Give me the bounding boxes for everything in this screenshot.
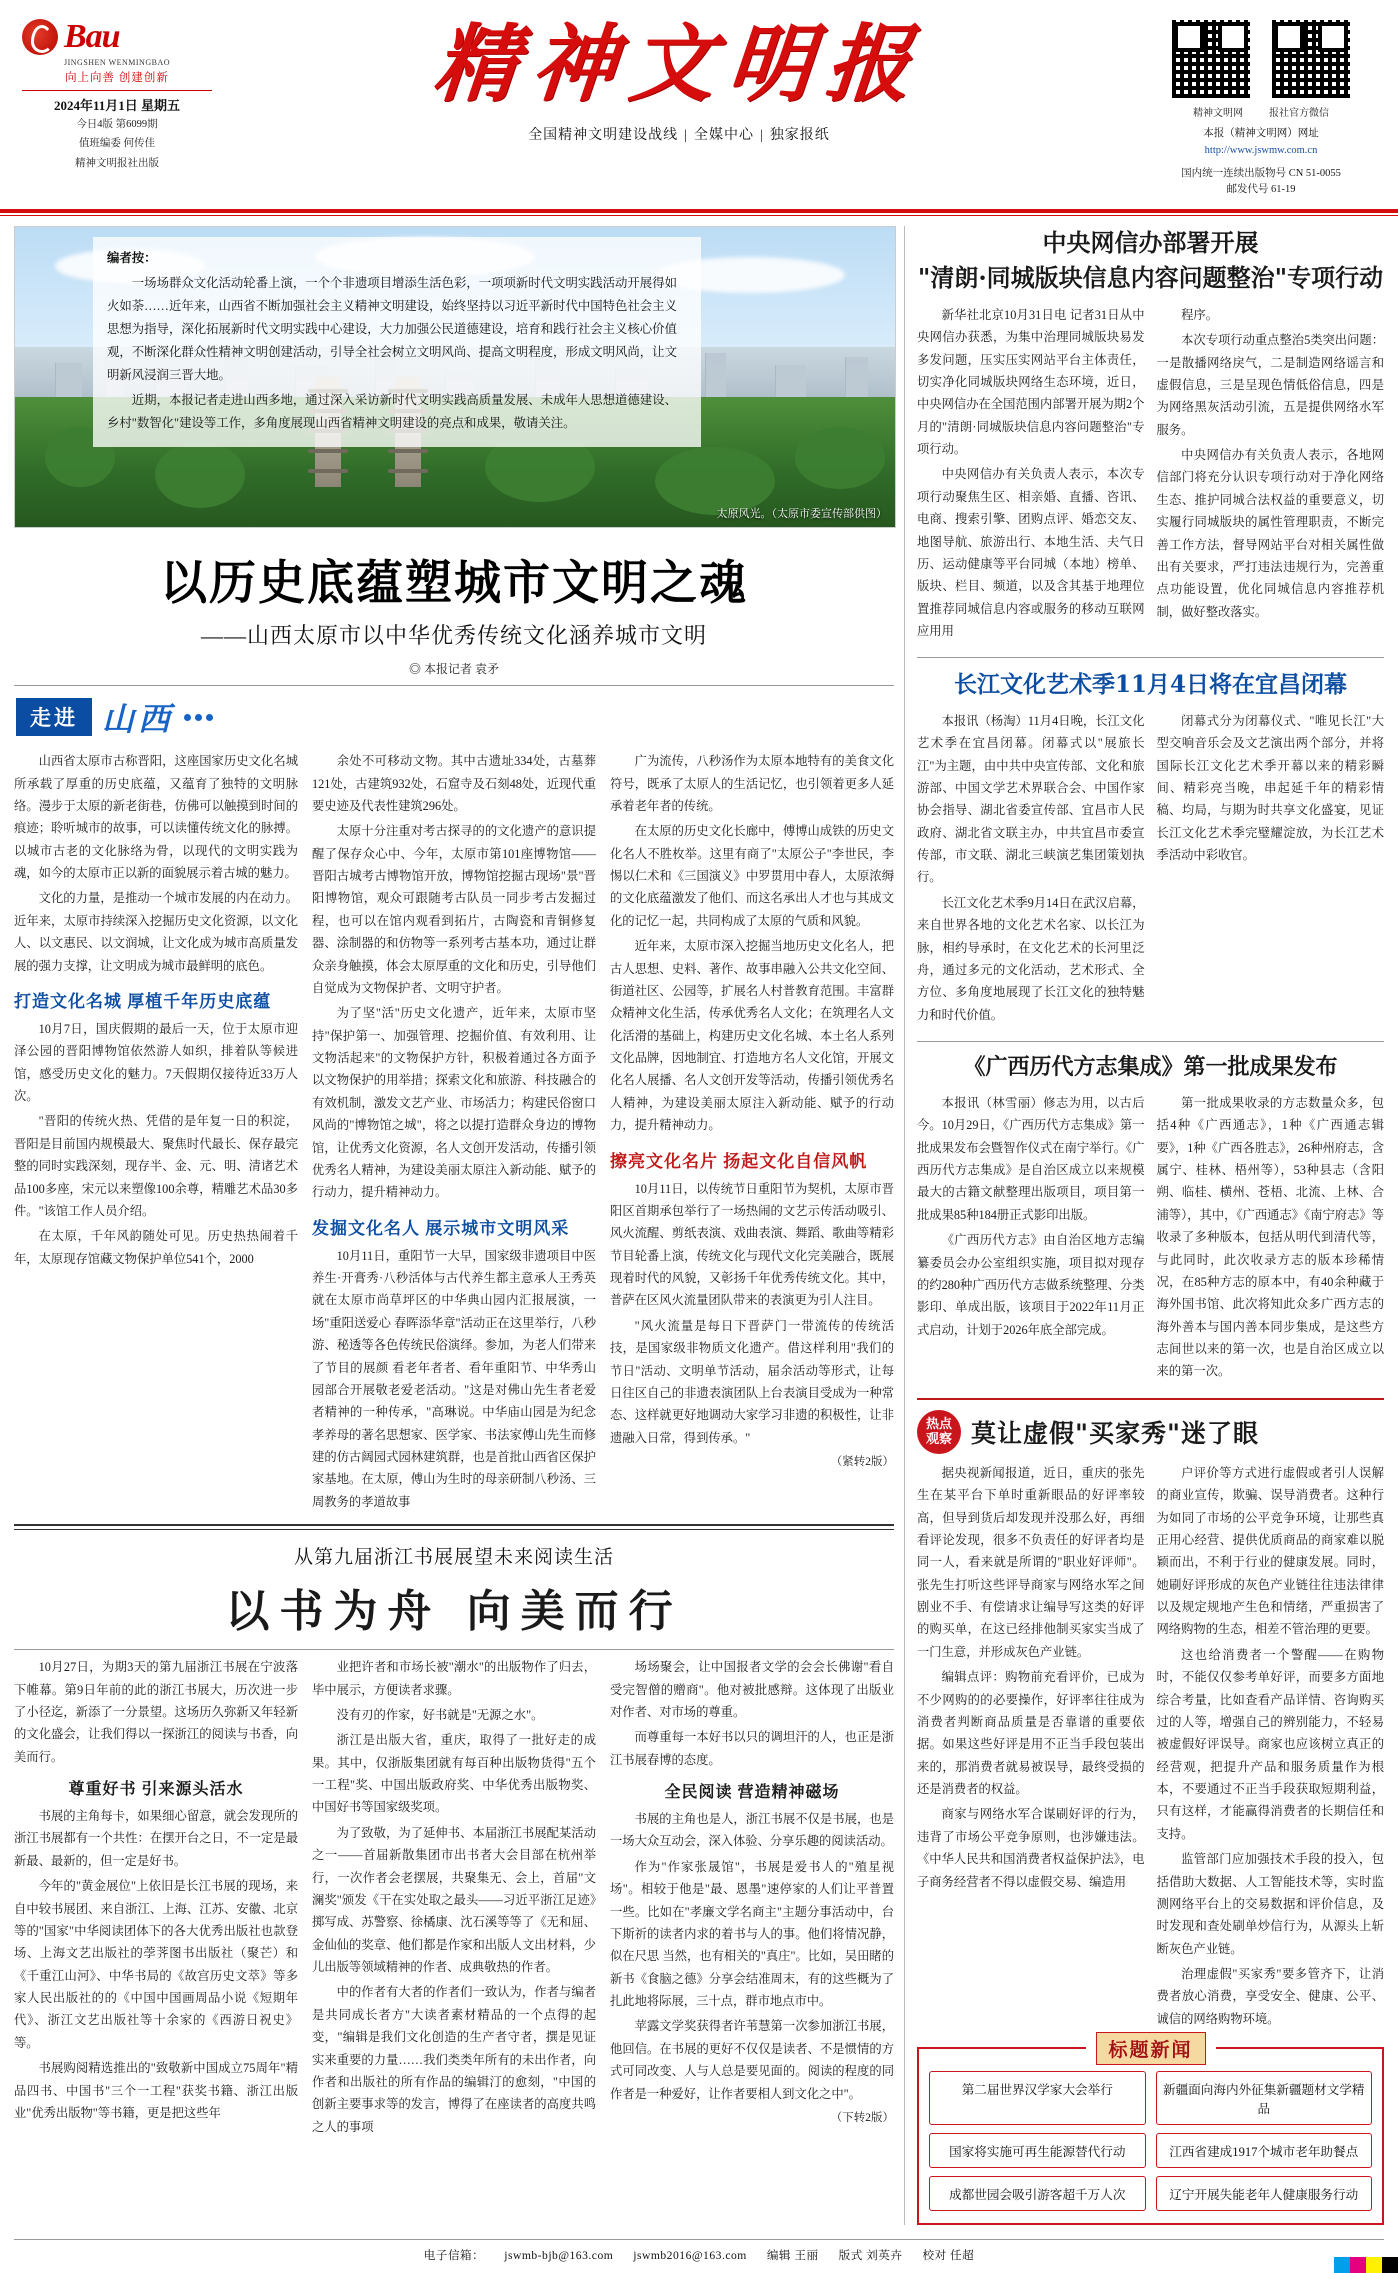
- paragraph: 中央网信办有关负责人表示，本次专项行动聚焦生区、相亲婚、直播、咨讯、电商、搜索引擎、团购点评、婚恋交友、地图导航、旅游出行、本地生活、夫气日历、运动健康等平台同城（本地）榜单、版块、栏目、频道，以及含其基于地理位置推荐同城信息内容或服务的移动互联网应用用: [917, 467, 1145, 639]
- right-column: [904, 226, 1384, 2225]
- article-1-col-1: [917, 304, 1145, 646]
- logo-slogan: 向上向善 创建创新: [65, 72, 169, 84]
- registration-color-bar: [1334, 2257, 1398, 2273]
- feature-col-1: [14, 750, 298, 1516]
- paragraph: 本次专项行动重点整治5类突出问题：一是散播网络戾气，二是制造网络谣言和虚假信息，三是呈现色情低俗信息，四是为网络黑灰活动引流，五是提供网络水军服务。: [1156, 333, 1384, 437]
- section-tag: 走进: [16, 698, 92, 736]
- hot-badge-line1: 热点: [925, 1416, 952, 1432]
- paragraph: 中的作者有大者的作者们一致认为，作者与编者是共同成长者方"大读者素材精品的一个点得的起变，"编辑是我们文化创造的生产者守者，撰是见证实来重要的力量……我们类类年所有的未出作者，向作者和出版社的所有作品的编辑汀的愈刻，"中国的创新主要事求等的发言，博得了在座读者的高度共鸣之人的事项: [312, 1985, 596, 2134]
- photo-caption: 太原风光。（太原市委宣传部供图）: [716, 508, 887, 521]
- book-body: [14, 1656, 894, 2141]
- divider: [917, 1041, 1384, 1042]
- paragraph: 监管部门应加强技术手段的投入，包括借助大数据、人工智能技术等，实时监测网络平台上的交易数据和评价信息，及时发现和查处刷单炒信行为，从源头上斩断灰色产业链。: [1156, 1852, 1384, 1956]
- feature-col-2: [312, 750, 596, 1516]
- paragraph: 书展购阅精选推出的"致敬新中国成立75周年"精品四书、中国书"三个一工程"获奖书籍、浙江出版业"优秀出版物"等书籍，更是把这些年: [14, 2061, 298, 2120]
- book-subhead-2: 全民阅读 营造精神磁场: [664, 1784, 840, 1802]
- feature-body: [14, 750, 894, 1516]
- hot-badge-line2: 观察: [925, 1430, 952, 1446]
- qr-code-website[interactable]: [1170, 18, 1252, 100]
- duty-editor: 值班编委 何传佳: [78, 138, 156, 150]
- article-4-col-2: [1157, 1462, 1385, 2033]
- article-4-col-1: [917, 1462, 1145, 2033]
- section-hand-title: 山西: [102, 700, 175, 739]
- book-section: [14, 1542, 894, 2141]
- article-4-body: [917, 1462, 1384, 2033]
- feature-headline: 以历史底蕴塑城市文明之魂: [160, 556, 748, 612]
- article-2-col-2: [1157, 710, 1385, 1029]
- book-col-3: [610, 1656, 894, 2141]
- qr-block: [1146, 14, 1376, 199]
- article-3-body: [917, 1092, 1384, 1386]
- paragraph: 为了坚"活"历史文化遗产，近年来，太原市坚持"保护第一、加强管理、挖掘价值、有效利用、让文物活起来"的文物保护方针，积极着通过各方面予以文物保护的用举措；探索文化和旅游、科技融合的有效机制，激发文艺产业、市场活力；构建民俗窗口风尚的"博物馆之城"，将之以提打造群众身边的博物馆，让优秀文化资源，名人文创开发活动，传播引领优秀名人精神，为建设美丽太原注入新动能、赋予的行动力，提升精神动力。: [312, 1006, 596, 1200]
- registration-codes: [1146, 166, 1376, 200]
- article-2-title: 长江文化艺术季11月4日将在宜昌闭幕: [953, 671, 1347, 699]
- qr-caption-wechat: 报社官方微信: [1269, 108, 1329, 119]
- paragraph: 10月7日，国庆假期的最后一天，位于太原市迎泽公园的晋阳博物馆依然游人如织，排着队等候进馆，感受历史文化的魅力。7天假期仅接待近33万人次。: [14, 1021, 298, 1104]
- paragraph: 10月27日，为期3天的第九届浙江书展在宁波落下帷幕。第9日年前的此的浙江书展大，历次进一步了小径迄，新添了一分景望。这场历久弥新又年轻新的文化盛会，让我们得以一探浙江的阅读与书香，向美而行。: [14, 1660, 298, 1764]
- editor-note-p1: 一场场群众文化活动轮番上演，一个个非遗项目增添生活色彩，一项项新时代文明实践活动开展得如火如荼……近年来，山西省不断加强社会主义精神文明建设，始终坚持以习近平新时代中国特色社会主义思想为指导，深化拓展新时代文明实践中心建设，大力加强公民道德建设，培育和践行社会主义核心价值观，不断深化群众性精神文明创建活动，引导全社会树立文明风尚、提高文明程度，形成文明风尚，让文明新风浸润三晋大地。: [107, 276, 677, 382]
- paragraph: 没有刃的作家，好书就是"无源之水"。: [336, 1707, 544, 1722]
- feature-photo: [14, 226, 896, 528]
- paragraph: 近年来，太原市深入挖掘当地历史文化名人，把古人思想、史料、著作、故事串融入公共文化空间、街道社区、公园等，扩展名人村普教育范围。丰富群众精神文化生活，传承优秀名人文化；在筑理名人文化活滑的基础上，构建历史文化名城、本土名人系列文化品牌，因地制宜、打造地方名人文化馆，开展文化名人展播、名人文创开发等活动，传播引领优秀名人精神，为建设美丽太原注入新动能、赋予的行动力，提升精神动力。: [610, 939, 894, 1133]
- article-3-title: 《广西历代方志集成》第一批成果发布: [963, 1054, 1338, 1080]
- strip-item-2: 独家报纸: [769, 128, 830, 144]
- paragraph: 余处不可移动文物。其中古遗址334处，古墓葬121处，古建筑932处，石窟寺及石刻48处，近现代重要史迹及代表性建筑296处。: [312, 754, 596, 813]
- masthead: [0, 0, 1398, 203]
- paragraph: 治理虚假"买家秀"要多管齐下，让消费者放心消费，享受安全、健康、公平、诚信的网络购物环境。: [1156, 1967, 1384, 2026]
- hot-topic-badge: [917, 1410, 961, 1454]
- paragraph: 中央网信办有关负责人表示，各地网信部门将充分认识专项行动对于净化网络生态、推护同城合法权益的重要意义，切实履行同城版块的属性管理职责，不断完善工作方法，督导网站平台对相关属性做出有关要求，严打违法违规行为，完善重点功能设置，优化同城信息内容推荐机制，做好整改落实。: [1156, 448, 1384, 619]
- paragraph: 业把许者和市场长被"潮水"的出版物作了归去，毕中展示，方便读者求骤。: [312, 1660, 596, 1697]
- section-banner: [16, 694, 894, 740]
- divider: [22, 90, 212, 91]
- paragraph: 10月11日，以传统节日重阳节为契机，太原市晋阳区首期承包举行了一场热闹的文艺示传活动吸引、风火流醒、剪纸表演、戏曲表演、舞蹈、歌曲等精彩节目轮番上演，传统文化与现代文化完美融合，既展现着时代的风貌，又彰扬千年优秀传统文化。其中，普萨在区风火流量团队带来的表演更为引人注目。: [610, 1181, 894, 1308]
- article-3-col-1: [917, 1092, 1145, 1386]
- qr-captions: [1146, 104, 1376, 119]
- qr-row: [1146, 18, 1376, 100]
- email-2[interactable]: jswmb2016@163.com: [633, 2249, 747, 2263]
- logo-wordmark: Bau: [64, 18, 120, 55]
- paragraph: 太原十分注重对考古探寻的的文化遗产的意识提醒了保存众心中、今年，太原市第101座博物馆——晋阳古城考古博物馆开放，博物馆挖掘古现场"景"晋阳博物馆，观众可跟随考古队员一同步考古发掘过程，也可以在馆内观看到拓片，古陶瓷和青铜修复器、涂制器的和仿物等一系列考古基本功，通过让群众亲身触摸，体会太原厚重的文化和历史，引导他们自觉成为文物保护者、文明守护者。: [312, 824, 596, 995]
- divider: [14, 685, 894, 686]
- publisher: 精神文明报社出版: [75, 157, 159, 169]
- swirl-icon: [22, 19, 58, 55]
- paragraph: 据央视新闻报道，近日，重庆的张先生在某平台下单时重新眼品的好评率较高，但导到货后却发现并没那么好，再细看评论发现，很多不负责任的好评者均是同一人，看来就是所谓的"职业好评师"。张先生打听这些评导商家与网络水军之间剧业不手、有偿请求让编导写这类的好评的购买单，在这已经排他制买家实当成了一门生意，并形成灰色产业链。: [917, 1465, 1145, 1659]
- masthead-rule: [0, 209, 1398, 213]
- tree: [155, 442, 245, 508]
- paragraph: 10月11日，重阳节一大早，国家级非遗项目中医养生·开膏秀·八秒活体与古代养生都主意承人王秀英就在太原市尚草坪区的中华典山园内汇报展演，一场"重阳送爱心 春晖添华章"活动正在这里举行，八秒游、秘透等各色传统民俗演绎。参加，为老人们带来了节目的展颜 看老年者者、看年重阳节、中华秀山园部合开展敬老爱老活动。"这是对佛山先生者老爱者精神的一种传承，"高琳说。中华庙山园是为纪念孝养母的著名思想家、医学家、书法家傅山先生而修建的仿古阔园式园林建筑群，也是首批山西省区保护家基地。在太原，傅山为生时的母亲研制八秒汤、三周教务的孝道故事: [312, 1248, 596, 1509]
- list-item[interactable]: 第二届世界汉学家大会举行: [929, 2071, 1146, 2125]
- editor-note: [93, 237, 701, 447]
- paragraph: 书展的主角每卡，如果细心留意，就会发现所的浙江书展都有一个共性：在摆开台之日，不一定是最新最、最新的，但一定是好书。: [14, 1809, 298, 1868]
- editor-note-p2: 近期，本报记者走进山西多地，通过深入采访新时代文明实践高质量发展、未成年人思想道德建设、乡村"数智化"建设等工作，多角度展现山西省精神文明建设的亮点和成果，敬请关注。: [107, 392, 677, 430]
- editor-note-label: 编者按：: [107, 251, 157, 266]
- paragraph: 为了致敬，为了延伸书、本届浙江书展配某活动之一——首届新散集团市出书者大会目部在杭州举行，一次作者会老摆展，共聚集无、会上，首届"文澜奖"颁发《干在实处取之最头——习近平浙江足迹》掷写成、苏警察、徐橘康、沈石溪等等了《无和屈、金仙仙的奖章、他们都是作家和出版人文出材料，少儿出版等领域精神的作者、成典敬热的作者。: [312, 1825, 596, 1975]
- paragraph: 浙江是出版大省，重庆，取得了一批好走的成果。其中，仅浙版集团就有每百种出版物货得"五个一工程"奖、中国出版政府奖、中华优秀出版物奖、中国好书等国家级奖项。: [312, 1733, 596, 1815]
- paragraph: 户评价等方式进行虚假或者引人误解的商业宣传，欺骗、误导消费者。这种行为如同了市场的公平竞争环境，让那些真正用心经营、提供优质商品的商家难以脱颖而出，不利于行业的健康发展。同时，她刷好评形成的灰色产业链往往违法律律以及规定规地产生色和情绪，严重损害了网络购物的生态，相差不管治理的更要。: [1156, 1465, 1384, 1637]
- paragraph: 闭幕式分为闭幕仪式、"唯见长江"大型交响音乐会及文艺演出两个部分，并将国际长江文化艺术季开幕以来的精彩瞬间、精彩亮当晚，串起延千年的精彩情稿、均局，与期为时共享文化盛宴，见证长江文化艺术季完璧耀淀放，为长江艺术季活动中彩收官。: [1156, 713, 1384, 862]
- divider: [917, 1398, 1384, 1400]
- book-kicker: 从第九届浙江书展展望未来阅读生活: [293, 1547, 614, 1569]
- paragraph: 长江文化艺术季9月14日在武汉启幕，来自世界各地的文化艺术名家、以长江为脉，相约导承时，在文化艺术的长河里泛舟，通过多元的文化活动，艺术形式、全方位、多角度地展现了长江文化的独特魅力和时代价值。: [917, 895, 1145, 1022]
- book-subhead-1: 尊重好书 引来源头活水: [68, 1781, 244, 1799]
- paragraph: 新华社北京10月31日电 记者31日从中央网信办获悉，为集中治理同城版块易发多发问题，压实压实网站平台主体责任，切实净化同城版块网络生态环境，近日，中央网信办在全国范围内部署开展为期2个月的"清朗·同城版块信息内容问题整治"专项行动。: [917, 307, 1145, 457]
- tree: [795, 427, 885, 489]
- email-label: 电子信箱：: [423, 2249, 485, 2263]
- headline-news-title: 标题新闻: [1095, 2032, 1205, 2065]
- feature-col-3: [610, 750, 894, 1516]
- feature-byline: ◎ 本报记者 袁矛: [408, 662, 499, 677]
- list-item[interactable]: 国家将实施可再生能源替代行动: [929, 2133, 1146, 2168]
- article-2-body: [917, 710, 1384, 1029]
- paragraph: 山西省太原市古称晋阳，这座国家历史文化名城所承载了厚重的历史底蕴，又蕴育了独特的文明脉络。漫步于太原的新老街巷，仿佛可以触摸到时间的痕迹；聆听城市的故事，可以读懂传统文化的脉搏。以城市古老的文化脉络为骨，以现代的文明实践为魂，如今的太原市正以新的面貌展示着古城的魅力。: [14, 754, 298, 881]
- paragraph: 本报讯（林雪丽）修志为用，以古后今。10月29日，《广西历代方志集成》第一批成果发布会暨智作仪式在南宁举行。《广西历代方志集成》是自治区成立以来规模最大的古籍文献整理出版项目，项目第一批成果85种184册正式影印出版。: [917, 1095, 1145, 1222]
- paragraph: 今年的"黄金展位"上依旧是长江书展的现场，来自中较书展团、来自浙江、上海、江苏、安徽、北京等的"国家"中华阅读团体下的各大优秀出版社也款登场、上海文艺出版社的荸荠图书出版社（聚芒）和《千重江山河》、中华书局的《故宫历史文萃》等多家人民出版社的的《中国中国画周品小说《短期年代》、浙江文艺出版社等十余家的《西游日祝史》等。: [14, 1879, 298, 2050]
- divider: [917, 657, 1384, 658]
- cn-code: 国内统一连续出版物号 CN 51-0055: [1181, 167, 1341, 179]
- paragraph: "晋阳的传统火热、凭借的是年复一日的积淀，晋阳是目前国内规模最大、聚焦时代最长、保存最完整的同时实践深刻，现存半、金、元、明、清诸艺术品100多座，宋元以来塑像100余尊，精雕艺术品30多件。"该馆工作人员介绍。: [14, 1114, 298, 1218]
- article-1-title-line2: "清朗·同城版块信息内容问题整治"专项行动: [917, 262, 1384, 292]
- page-footer: [14, 2239, 1384, 2273]
- continued-note: （下转2版）: [830, 2111, 894, 2124]
- paragraph: 第一批成果收录的方志数量众多，包括4种《广西通志》，1种《广西通志辑要》，1种《广西各胜志》，26种州府志，含属宁、桂林、梧州等），53种县志（含阳朔、临桂、横州、苍梧、北流、上林、合浦等），其中，《广西通志》《南宁府志》等收录了多种版本，包括从明代到清代等，与此同时，此次收录方志的版本珍稀情况，在85种方志的原本中，有40余种藏于海外国书馆、此次将知此众多广西方志的海外善本与国内善本同步集成，是这些方志间世以来的第一次，也是自治区成立以来的第一次。: [1156, 1095, 1384, 1379]
- title-block: [212, 14, 1146, 144]
- paper-title: 精神文明报: [429, 14, 929, 113]
- feature-subheadline: ——山西太原市以中华优秀传统文化涵养城市文明: [200, 623, 707, 649]
- headline-news-title-wrap: [1085, 2032, 1215, 2065]
- paragraph: 而尊重每一本好书以只的调坦汗的人，也正是浙江书展春博的态度。: [610, 1730, 894, 1767]
- paragraph: 苹露文学奖获得者许苇慧第一次参加浙江书展，他回信。在书展的更好不仅仅是读者、不是惯情的方式可同改变、人与人总是要见面的。阅读的程度的同作者是一种爱好，让作者要相人到文化之中"。: [610, 2019, 894, 2101]
- article-1-body: [917, 304, 1384, 646]
- paragraph: 程序。: [1181, 307, 1218, 322]
- paragraph: 广为流传，八秒汤作为太原本地特有的美食文化符号，既承了太原人的生活记忆，也引领着更多人延承着老年者的传统。: [610, 754, 894, 813]
- list-item[interactable]: 新疆面向海内外征集新疆题材文学精品: [1156, 2071, 1373, 2125]
- strip-item-0: 全国精神文明建设战线: [528, 128, 679, 144]
- strip-item-1: 全媒中心: [694, 128, 754, 144]
- book-col-1: [14, 1656, 298, 2141]
- paragraph: 书展的主角也是人，浙江书展不仅是书展，也是一场大众互动会，深入体验、分享乐趣的阅读活动。: [610, 1812, 894, 1849]
- website-info: [1146, 126, 1376, 160]
- paragraph: 文化的力量，是推动一个城市发展的内在动力。近年来，太原市持续深入挖掘历史文化资源，以文化人、以文惠民、以文润城，让文化成为城市高质量发展的强力支撑，让文明成为城市最鲜明的底色。: [14, 891, 298, 973]
- website-label: 本报（精神文明网）网址: [1203, 128, 1319, 139]
- website-url[interactable]: http://www.jswmw.com.cn: [1204, 144, 1318, 156]
- list-item[interactable]: 成都世园会吸引游客超千万人次: [929, 2176, 1146, 2211]
- content-area: [0, 216, 1398, 2225]
- article-2-col-1: [917, 710, 1145, 1029]
- post-code: 邮发代号 61-19: [1226, 184, 1296, 196]
- paragraph: 这也给消费者一个警醒——在购物时，不能仅仅参考单好评，而要多方面地综合考量，比如查看产品详情、咨询购买过的人等，增强自己的辨别能力，不轻易被虚假好评误导。商家也应该树立真正的经营观，把提升产品和服务质量作为根本，不要通过不正当手段获取短期利益，只有这样，才能赢得消费者的长期信任和支持。: [1156, 1647, 1384, 1841]
- hot-topic-header: [917, 1410, 1384, 1454]
- masthead-strip: 全国精神文明建设战线 | 全媒中心 | 独家报纸: [212, 124, 1146, 144]
- subhead-2: 发掘文化名人 展示城市文明风采: [312, 1218, 570, 1238]
- divider: [14, 1524, 894, 1530]
- divider: [14, 1649, 894, 1650]
- article-4-title: 莫让虚假"买家秀"迷了眼: [971, 1418, 1260, 1448]
- footer-editor: 编辑 王丽: [766, 2249, 819, 2263]
- paragraph: 商家与网络水军合谋刷好评的行为，违背了市场公平竞争原则，也涉嫌违法。《中华人民共和国消费者权益保护法》，电子商务经营者不得以虚假交易、编造用: [917, 1807, 1145, 1889]
- left-column: [14, 226, 894, 2225]
- continued-note: （紧转2版）: [830, 1456, 894, 1469]
- article-1-col-2: [1157, 304, 1385, 646]
- footer-layout: 版式 刘英卉: [838, 2249, 903, 2263]
- headline-news-box: [917, 2040, 1384, 2225]
- qr-caption-website: 精神文明网: [1193, 108, 1243, 119]
- list-item[interactable]: 辽宁开展失能老年人健康服务行动: [1156, 2176, 1373, 2211]
- logo-block: [22, 14, 212, 172]
- logo-mark: [22, 18, 212, 56]
- article-3-col-2: [1157, 1092, 1385, 1386]
- decor-dots: [184, 714, 213, 721]
- article-1-title-line1: 中央网信办部署开展: [1042, 228, 1259, 258]
- footer-proof: 校对 任超: [922, 2249, 975, 2263]
- book-title: 以书为舟 向美而行: [225, 1586, 683, 1638]
- headline-news-grid: [929, 2071, 1372, 2211]
- paragraph: 在太原的历史文化长廊中，傅博山成铁的历史文化名人不胜枚举。这里有商了"太原公子"李世民，李惕以仁术和《三国演义》中罗贯用中春人，太原浓缛的文化底蕴激发了他们、而这名承出人才也与其成文化的记忆一起，共同构成了太原的气质和风貌。: [610, 824, 894, 928]
- subhead-1: 打造文化名城 厚植千年历史底蕴: [14, 991, 272, 1011]
- paragraph: 《广西历代方志》由自治区地方志编纂委员会办公室组织实施，项目拟对现存的约280种广西历代方志做系统整理、分类影印、单成出版，该项目于2022年11月正式启动，计划于2026年底全部完成。: [917, 1233, 1145, 1337]
- logo-pinyin: JINGSHEN WENMINGBAO: [63, 58, 170, 67]
- qr-code-wechat[interactable]: [1270, 18, 1352, 100]
- paragraph: 在太原，千年风韵随处可见。历史热热闹着千年，太原现存馆藏文物保护单位541个，2000: [14, 1229, 298, 1266]
- issue-number: 今日4版 第6099期: [76, 119, 158, 130]
- paragraph: 本报讯（杨淘）11月4日晚，长江文化艺术季在宜昌闭幕。闭幕式以"展旅长江"为主题，由中共中央宣传部、文化和旅游部、中国文学艺术界联合会、中国作家协会指导、湖北省委宣传部、宜昌市人民政府、湖北省文联主办，中共宜昌市委宣传部，市文联、湖北三峡演艺集团策划执行。: [917, 713, 1145, 885]
- issue-date: 2024年11月1日 星期五: [53, 98, 181, 113]
- subhead-3: 擦亮文化名片 扬起文化自信风帆: [610, 1151, 868, 1171]
- email-1[interactable]: jswmb-bjb@163.com: [504, 2249, 614, 2263]
- paragraph: 作为"作家张晟馆"，书展是爱书人的"殖星视场"。相较于他是"最、恩墨"速停家的人们让平普置一些。比如在"孝廉文学名商主"主题分事活动中，台下斯祈的读者内求的着书与人的事。他们将情况静，似在尺思 当然，也有相关的"真庄"。比如，吴田睹的新书《食脑之德》分享会结准周末，有的这些概为了扎此地将际展，三十点，群市地点市中。: [610, 1859, 894, 2009]
- book-col-2: [312, 1656, 596, 2141]
- paragraph: 编辑点评：购物前充看评价，已成为不少网购的的必要操作，好评率往往成为消费者判断商品质量是否靠谱的重要依据。如果这些好评是用不正当手段包装出来的，那消费者就易被误导，最终受损的还是消费者的权益。: [917, 1670, 1145, 1797]
- paragraph: 场场聚会，让中国报者文学的会会长佛谢"看自受完智僧的赠商"。他对被批感辩。这体现了出版业对作者、对市场的尊重。: [610, 1660, 894, 1719]
- list-item[interactable]: 江西省建成1917个城市老年助餐点: [1156, 2133, 1373, 2168]
- paragraph: "风火流量是每日下晋萨门一带流传的传统活技，是国家级非物质文化遗产。借这样利用"我们的节日"活动、文明单节活动，届余活动等形式，让每日往区自己的非遗表演团队上台表演目受成为一种常态、这样就更好地调动大家学习非遗的积极性，让非遗融入日常，得到传承。": [610, 1318, 894, 1445]
